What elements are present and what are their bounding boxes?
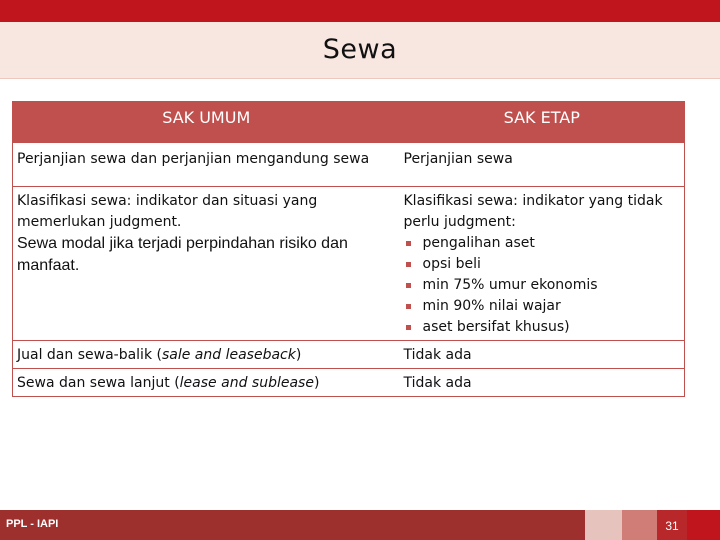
page-number: 31: [665, 519, 679, 533]
cell-text: ): [313, 375, 320, 391]
cell-text: Jual dan sewa-balik (: [17, 347, 162, 363]
cell-etap: [400, 143, 685, 187]
comparison-table: [12, 101, 685, 397]
square-bullet-icon: [406, 304, 411, 309]
list-item: [404, 254, 681, 275]
cell-umum: [13, 143, 400, 187]
top-accent-bar: [0, 0, 720, 22]
footer-block-red: [687, 510, 720, 540]
square-bullet-icon: [406, 262, 411, 267]
list-item-text: min 75% umur ekonomis: [422, 277, 598, 293]
list-item-text: aset bersifat khusus): [422, 319, 570, 335]
list-item: [404, 296, 681, 317]
table-header-row: [13, 102, 685, 143]
cell-umum: [13, 341, 400, 369]
cell-umum: [13, 187, 400, 341]
cell-italic-text: sale and leaseback: [161, 347, 296, 363]
cell-etap: [400, 187, 685, 341]
cell-etap: [400, 369, 685, 397]
list-item: [404, 233, 681, 254]
cell-text: Perjanjian sewa: [403, 151, 513, 167]
list-item-text: pengalihan aset: [422, 235, 535, 251]
cell-text: Klasifikasi sewa: indikator dan situasi yang memerlukan judgment.: [17, 193, 318, 230]
footer-block-medium: [622, 510, 657, 540]
cell-text: Tidak ada: [403, 375, 472, 391]
cell-umum: [13, 369, 400, 397]
square-bullet-icon: [406, 241, 411, 246]
cell-italic-text: lease and sublease: [179, 375, 314, 391]
list-item-text: min 90% nilai wajar: [422, 298, 561, 314]
table-row: [13, 143, 685, 187]
list-item: [404, 275, 681, 296]
cell-text: Tidak ada: [403, 347, 472, 363]
cell-emphasis-text: Sewa modal jika terjadi perpindahan risiko dan manfaat.: [17, 235, 348, 274]
cell-text: Klasifikasi sewa: indikator yang tidak perlu judgment:: [403, 193, 663, 230]
footer-label: PPL - IAPI: [6, 518, 59, 530]
table-row: [13, 187, 685, 341]
table-row: [13, 369, 685, 397]
header-sak-etap: SAK ETAP: [400, 102, 685, 143]
cell-etap: [400, 341, 685, 369]
cell-text: Sewa dan sewa lanjut (: [17, 375, 180, 391]
page-number-block: [657, 510, 687, 540]
list-item: [404, 317, 681, 338]
bullet-list: [404, 233, 681, 338]
footer-block-light: [585, 510, 622, 540]
slide-title: Sewa: [322, 34, 398, 65]
cell-text: ): [295, 347, 302, 363]
list-item-text: opsi beli: [422, 256, 481, 272]
table-row: [13, 341, 685, 369]
header-sak-umum: SAK UMUM: [13, 102, 400, 143]
square-bullet-icon: [406, 325, 411, 330]
square-bullet-icon: [406, 283, 411, 288]
cell-text: Perjanjian sewa dan perjanjian mengandung sewa: [17, 151, 370, 167]
